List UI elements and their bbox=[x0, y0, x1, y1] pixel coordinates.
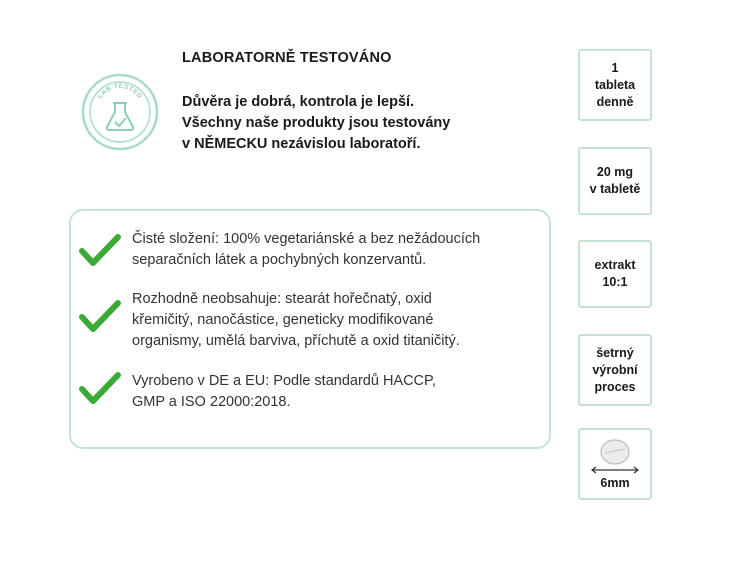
header-line: v NĚMECKU nezávislou laboratoří. bbox=[182, 136, 421, 152]
process-line: šetrný bbox=[596, 345, 634, 360]
checkmark-icon bbox=[79, 299, 121, 333]
extract-box bbox=[578, 240, 652, 308]
dosage-line: 1 bbox=[611, 60, 619, 75]
feature-text bbox=[132, 371, 542, 413]
feature-line: Rozhodně neobsahuje: stearát hořečnatý, oxid bbox=[132, 291, 432, 307]
header-description bbox=[182, 92, 522, 155]
feature-line: Vyrobeno v DE a EU: Podle standardů HACCP, bbox=[132, 373, 436, 389]
extract-line: 10:1 bbox=[602, 275, 628, 289]
features-card bbox=[69, 209, 551, 449]
amount-line: v tabletě bbox=[589, 182, 641, 196]
feature-line: organismy, umělá barviva, příchutě a oxid titaničitý. bbox=[132, 333, 460, 349]
extract-line: extrakt bbox=[594, 258, 636, 272]
tablet-icon bbox=[585, 437, 645, 475]
amount-box bbox=[578, 147, 652, 215]
feature-text bbox=[132, 229, 542, 271]
lab-tested-badge-icon bbox=[80, 72, 160, 152]
amount-line: 20 mg bbox=[596, 165, 634, 179]
badge-label: LAB TESTED bbox=[96, 82, 144, 101]
svg-text:LAB TESTED bbox=[97, 83, 143, 100]
feature-text bbox=[132, 289, 542, 352]
header-line: Všechny naše produkty jsou testovány bbox=[182, 115, 451, 131]
feature-line: křemičitý, nanočástice, geneticky modifikované bbox=[132, 312, 434, 328]
dosage-line: denně bbox=[596, 94, 634, 109]
process-box bbox=[578, 334, 652, 406]
tablet-size-box bbox=[578, 428, 652, 500]
dosage-box bbox=[578, 49, 652, 121]
dosage-line: tableta bbox=[594, 77, 636, 92]
header-line: Důvěra je dobrá, kontrola je lepší. bbox=[182, 94, 415, 110]
checkmark-icon bbox=[79, 233, 121, 267]
feature-line: separačních látek a pochybných konzervantů. bbox=[132, 252, 427, 268]
feature-line: Čisté složení: 100% vegetariánské a bez nežádoucích bbox=[132, 231, 481, 247]
process-line: proces bbox=[594, 379, 636, 394]
process-line: výrobní bbox=[592, 362, 638, 377]
checkmark-icon bbox=[79, 371, 121, 405]
page-title: LABORATORNĚ TESTOVÁNO bbox=[182, 50, 392, 66]
tablet-size-label: 6mm bbox=[600, 475, 630, 490]
feature-line: GMP a ISO 22000:2018. bbox=[132, 394, 291, 410]
